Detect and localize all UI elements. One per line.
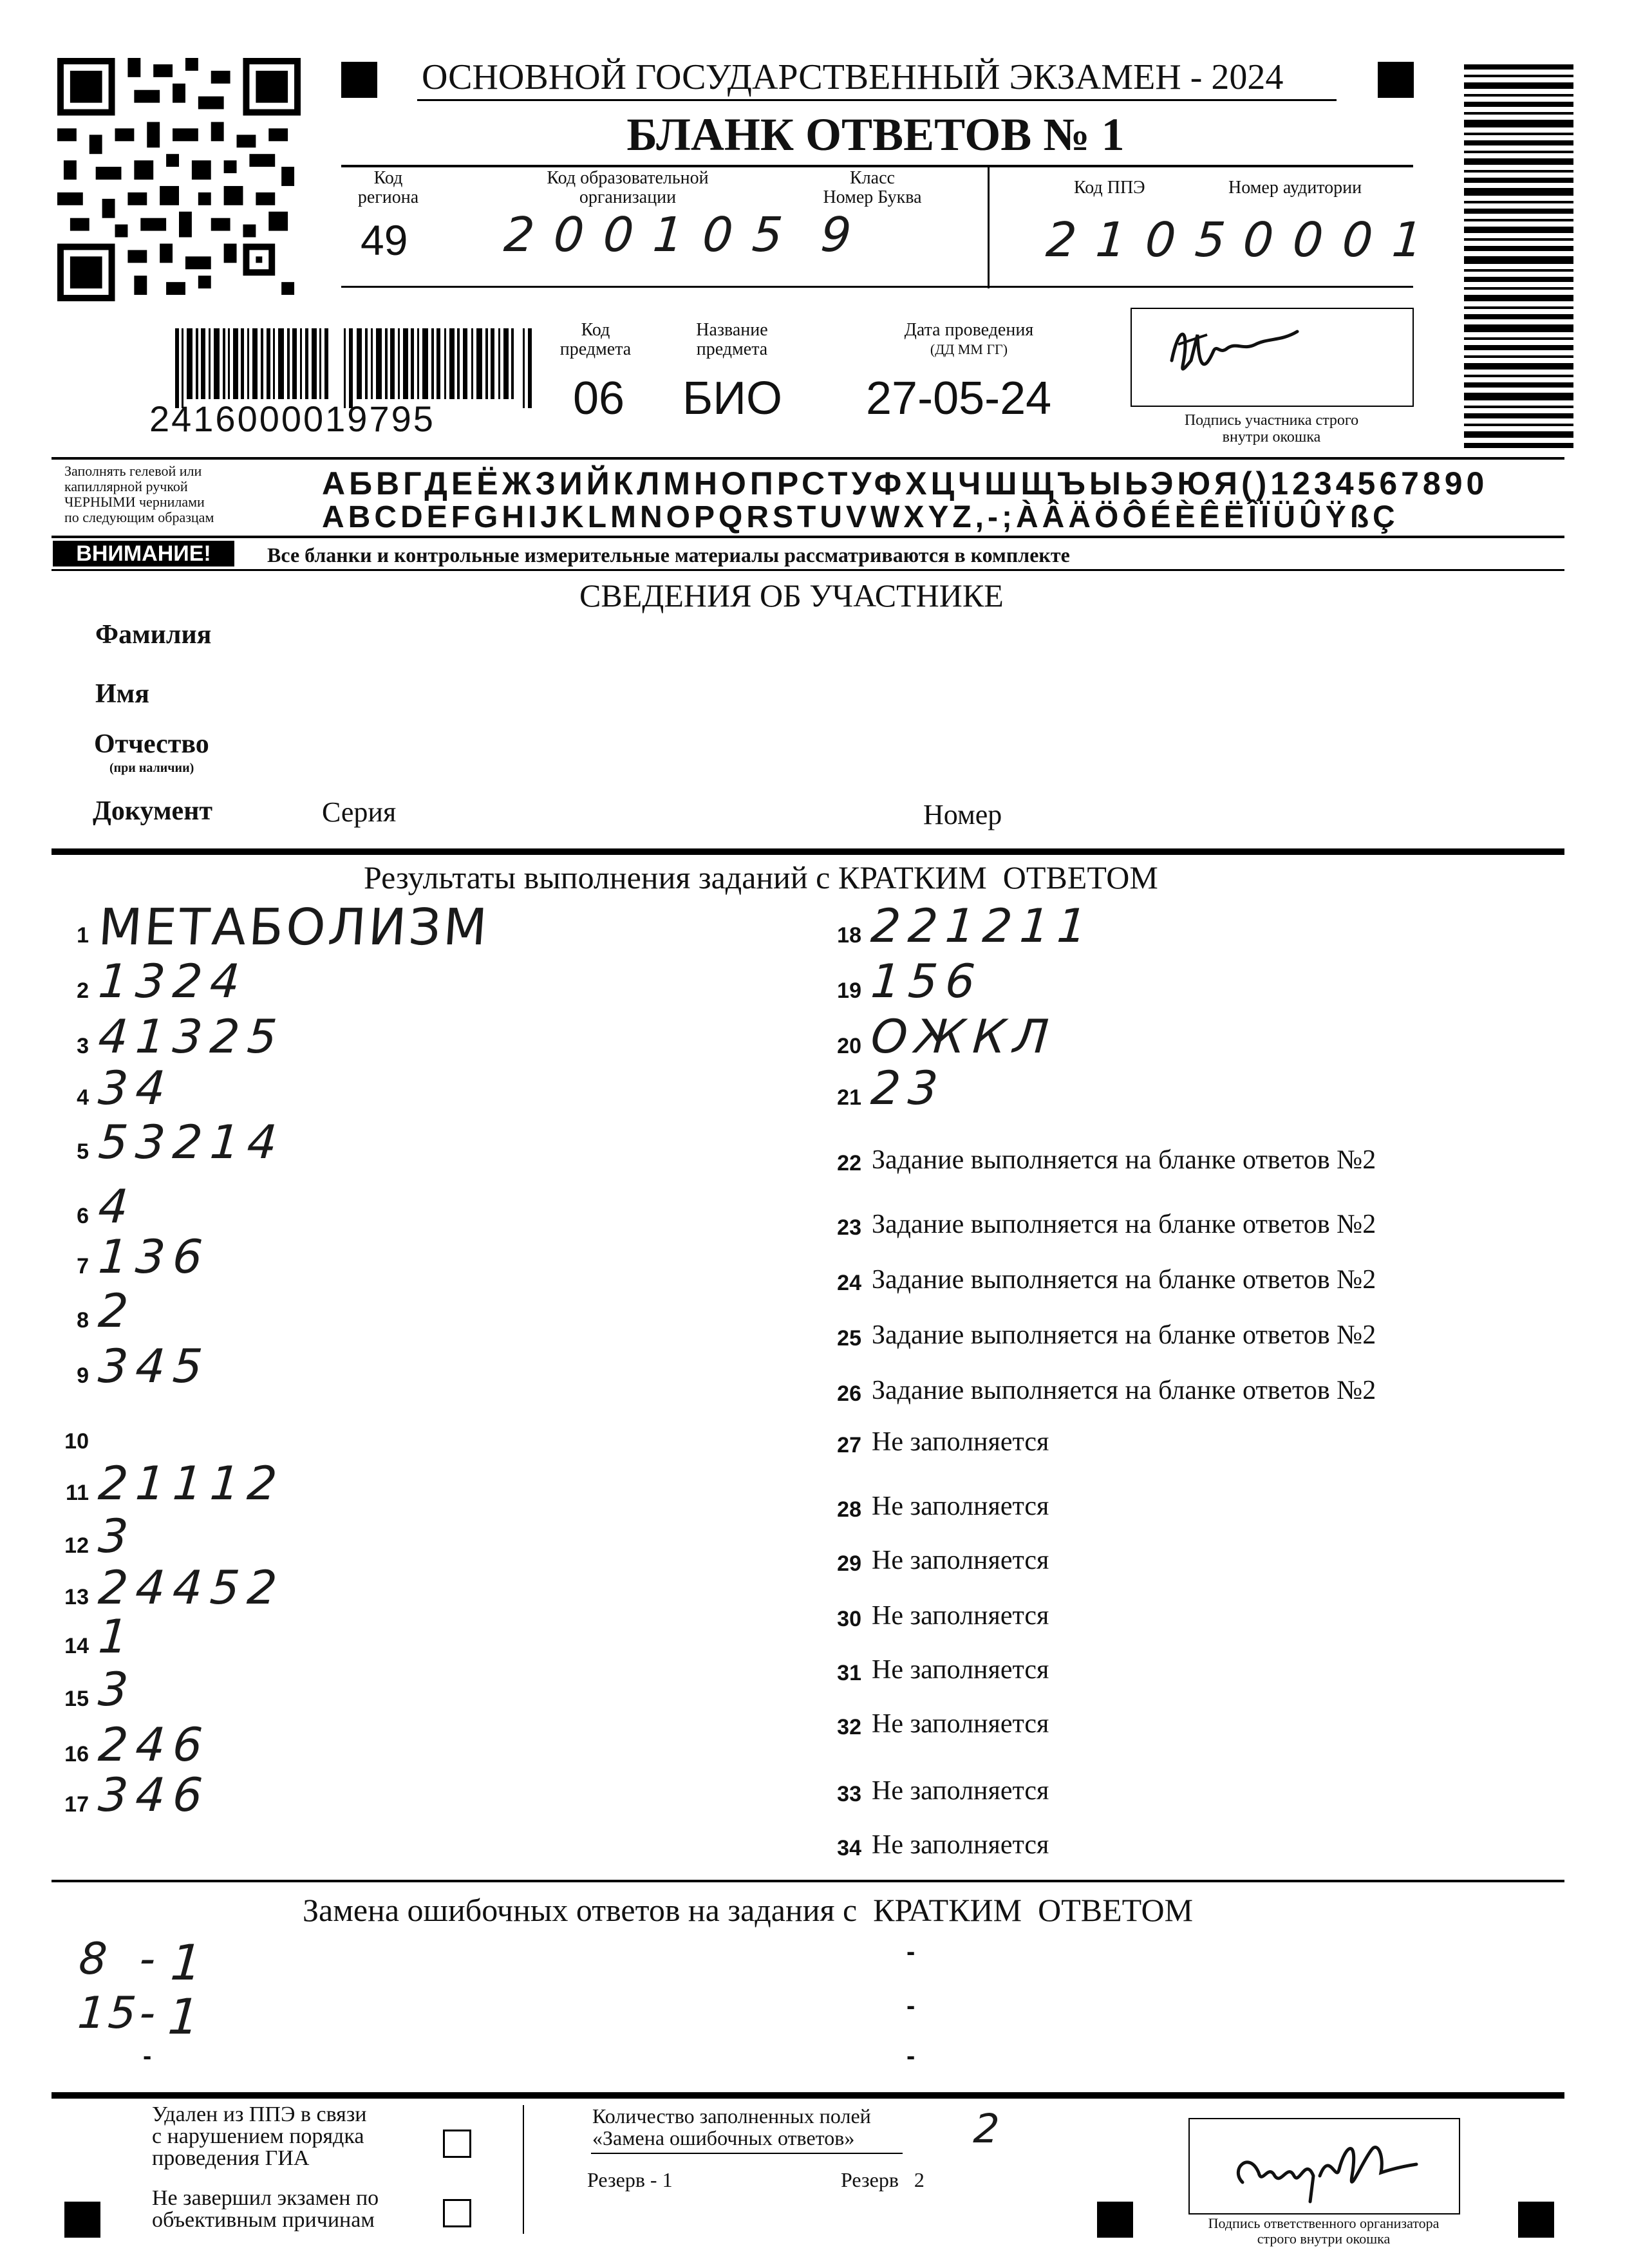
task-number: 16 — [64, 1742, 89, 1766]
attention-badge: ВНИМАНИЕ! — [53, 541, 234, 566]
task-instruction: Не заполняется — [872, 1655, 1049, 1685]
task-number: 20 — [837, 1034, 861, 1058]
task-number: 21 — [837, 1085, 861, 1110]
task-number: 4 — [77, 1085, 89, 1110]
sample-latin-row: ABCDEFGHIJKLMNOPQRSTUVWXYZ,-;ÀÂÄÖÔÉÈÊËÎÏÜÛŸßÇ — [322, 500, 1399, 534]
task-number: 10 — [64, 1429, 89, 1454]
task-number: 2 — [77, 979, 89, 1003]
task-number: 9 — [77, 1363, 89, 1388]
reserve-2-label: Резерв 2 — [841, 2168, 925, 2191]
replacement-dash-right-1: - — [906, 1938, 915, 1966]
task-instruction: Не заполняется — [872, 1830, 1049, 1860]
task-answer[interactable]: 1324 — [97, 954, 250, 1008]
task-answer[interactable]: 346 — [97, 1768, 212, 1822]
replacement-dash-2: - — [138, 1988, 165, 2039]
task-instruction: Задание выполняется на бланке ответов №2 — [872, 1145, 1376, 1175]
task-number: 26 — [837, 1381, 861, 1406]
task-number: 15 — [64, 1687, 89, 1711]
task-answer[interactable]: 3 — [97, 1662, 138, 1716]
task-answer[interactable]: 2 — [97, 1284, 138, 1338]
org-label: Код образовательной организации — [547, 168, 709, 207]
task-number: 34 — [837, 1836, 861, 1860]
task-answer[interactable]: 345 — [97, 1339, 212, 1393]
ppe-code-value: 2105 — [1044, 212, 1247, 268]
exam-title: ОСНОВНОЙ ГОСУДАРСТВЕННЫЙ ЭКЗАМЕН - 2024 — [422, 57, 1284, 97]
task-number: 27 — [837, 1433, 861, 1457]
results-section-title: Результаты выполнения заданий с КРАТКИМ ОТВЕТОМ — [364, 859, 1158, 895]
task-answer[interactable]: 34 — [97, 1061, 175, 1115]
barcode — [175, 328, 536, 408]
task-number: 19 — [837, 979, 861, 1003]
task-number: 31 — [837, 1661, 861, 1685]
task-number: 29 — [837, 1551, 861, 1576]
barcode-number: 2416000019795 — [149, 398, 435, 439]
task-number: 28 — [837, 1497, 861, 1522]
registration-marker — [1518, 2202, 1554, 2238]
task-number: 14 — [64, 1634, 89, 1658]
replacement-dash-1: - — [138, 1934, 165, 1985]
registration-marker — [341, 62, 377, 98]
organizer-signature-caption: Подпись ответственного организатора строго внутри окошка — [1208, 2215, 1440, 2247]
task-number: 30 — [837, 1607, 861, 1631]
org-code-value: 200105 — [502, 207, 804, 263]
patronymic-note: (при наличии) — [109, 761, 194, 775]
task-instruction: Задание выполняется на бланке ответов №2 — [872, 1265, 1376, 1295]
replacement-value-1: 1 — [169, 1934, 212, 1991]
task-instruction: Не заполняется — [872, 1546, 1049, 1575]
task-instruction: Не заполняется — [872, 1492, 1049, 1521]
side-barcode — [1464, 64, 1573, 451]
replacement-section-title: Замена ошибочных ответов на задания с КРАТКИМ ОТВЕТОМ — [303, 1892, 1194, 1928]
surname-label: Фамилия — [95, 620, 212, 650]
region-code-value: 49 — [361, 216, 408, 264]
replacement-value-2: 1 — [166, 1988, 209, 2045]
task-number: 13 — [64, 1585, 89, 1609]
task-answer[interactable]: 1 — [97, 1609, 138, 1663]
task-number: 3 — [77, 1034, 89, 1058]
replacement-count-label: Количество заполненных полей «Замена ошибочных ответов» — [592, 2104, 871, 2149]
registration-marker — [64, 2202, 100, 2238]
qr-code-icon — [57, 58, 301, 301]
removed-from-ppe-label: Удален из ППЭ в связи с нарушением порядка проведения ГИА — [152, 2102, 367, 2170]
task-answer[interactable]: 23 — [869, 1061, 948, 1115]
task-answer[interactable]: 246 — [97, 1718, 212, 1772]
document-number-label: Номер — [923, 799, 1002, 830]
sample-cyrillic-row: АБВГДЕЁЖЗИЙКЛМНОПРСТУФХЦЧШЩЪЫЬЭЮЯ()1234567890 — [322, 465, 1488, 501]
task-number: 6 — [77, 1204, 89, 1228]
participant-signature-image — [1159, 315, 1326, 386]
replacement-count-value: 2 — [972, 2105, 1009, 2152]
task-answer[interactable]: 53214 — [97, 1115, 286, 1169]
task-instruction: Не заполняется — [872, 1601, 1049, 1631]
replacement-task-2: 15 — [76, 1988, 141, 2039]
replacement-dash-right-3: - — [906, 2042, 915, 2070]
task-answer[interactable]: 24452 — [97, 1560, 286, 1615]
task-answer[interactable]: 41325 — [97, 1009, 286, 1063]
not-finished-label: Не завершил экзамен по объективным причинам — [152, 2186, 379, 2232]
participant-signature-caption: Подпись участника строго внутри окошка — [1184, 412, 1359, 445]
task-number: 1 — [77, 923, 89, 948]
subject-code-value: 06 — [573, 373, 625, 424]
task-number: 32 — [837, 1715, 861, 1739]
participant-section-title: СВЕДЕНИЯ ОБ УЧАСТНИКЕ — [579, 577, 1004, 613]
task-answer[interactable]: 136 — [97, 1230, 212, 1284]
room-number-value: 0001 — [1241, 212, 1444, 268]
task-instruction: Задание выполняется на бланке ответов №2 — [872, 1320, 1376, 1350]
attention-text: Все бланки и контрольные измерительные материалы рассматриваются в комплекте — [267, 543, 1070, 566]
subject-name-label: Название предмета — [696, 320, 768, 359]
replacement-task-1: 8 — [77, 1934, 117, 1985]
task-number: 7 — [77, 1254, 89, 1278]
task-number: 18 — [837, 923, 861, 948]
task-number: 12 — [64, 1533, 89, 1558]
task-answer[interactable]: 221211 — [869, 899, 1096, 953]
region-label: Код региона — [357, 168, 419, 207]
document-series-label: Серия — [322, 796, 397, 828]
fill-instruction: Заполнять гелевой или капиллярной ручкой ЧЕРНЫМИ чернилами по следующим образцам — [64, 463, 214, 525]
removed-from-ppe-checkbox[interactable] — [443, 2130, 471, 2158]
task-answer[interactable]: МЕТАБОЛИЗМ — [97, 899, 492, 957]
task-number: 11 — [66, 1481, 89, 1505]
registration-marker — [1378, 62, 1414, 98]
task-answer[interactable]: 3 — [97, 1509, 138, 1563]
task-answer[interactable]: ОЖКЛ — [869, 1009, 1058, 1063]
task-answer[interactable]: 156 — [869, 954, 985, 1008]
not-finished-checkbox[interactable] — [443, 2199, 471, 2227]
task-instruction: Задание выполняется на бланке ответов №2 — [872, 1210, 1376, 1239]
exam-date-value: 27-05-24 — [866, 373, 1052, 424]
registration-marker — [1097, 2202, 1133, 2238]
organizer-signature-image — [1223, 2124, 1481, 2214]
subject-name-value: БИО — [682, 373, 783, 424]
task-number: 25 — [837, 1326, 861, 1351]
task-number: 22 — [837, 1151, 861, 1175]
task-number: 23 — [837, 1215, 861, 1240]
replacement-dash-3: - — [143, 2042, 152, 2070]
room-label: Номер аудитории — [1228, 178, 1362, 198]
class-label: Класс Номер Буква — [823, 168, 922, 207]
task-instruction: Задание выполняется на бланке ответов №2 — [872, 1376, 1376, 1405]
task-answer[interactable]: 21112 — [97, 1456, 286, 1510]
form-title: БЛАНК ОТВЕТОВ № 1 — [626, 109, 1125, 160]
task-answer[interactable]: 4 — [97, 1179, 138, 1233]
document-label: Документ — [93, 796, 213, 826]
task-number: 17 — [64, 1792, 89, 1817]
task-number: 33 — [837, 1782, 861, 1806]
task-number: 5 — [77, 1139, 89, 1164]
replacement-dash-right-2: - — [906, 1992, 915, 2020]
task-instruction: Не заполняется — [872, 1709, 1049, 1739]
reserve-1-label: Резерв - 1 — [587, 2168, 673, 2191]
task-number: 8 — [77, 1308, 89, 1333]
ppe-label: Код ППЭ — [1074, 178, 1145, 198]
subject-code-label: Код предмета — [559, 320, 632, 359]
exam-date-label: Дата проведения (ДД ММ ГГ) — [904, 320, 1034, 357]
class-number-value: 9 — [819, 207, 861, 263]
task-instruction: Не заполняется — [872, 1427, 1049, 1457]
name-label: Имя — [95, 679, 149, 709]
task-number: 24 — [837, 1271, 861, 1295]
task-instruction: Не заполняется — [872, 1776, 1049, 1806]
patronymic-label: Отчество — [94, 729, 209, 759]
